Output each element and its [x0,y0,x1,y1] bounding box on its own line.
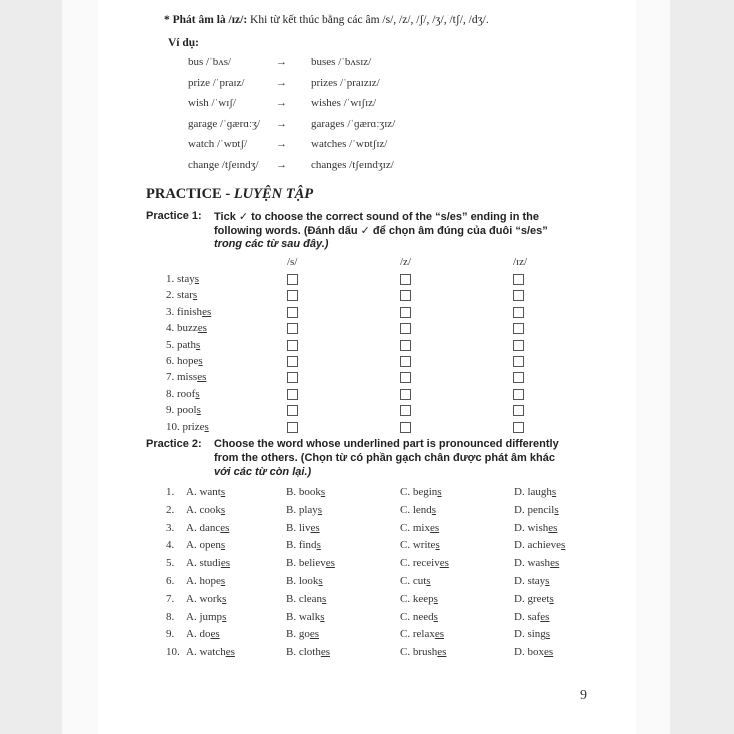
arrow-icon: → [276,117,287,130]
option-b[interactable] [286,593,326,605]
option-word: D. greet [514,592,550,605]
option-ending: es [434,628,444,641]
arrow-icon: → [276,56,287,68]
option-b[interactable] [286,575,323,587]
question-number: 5. [166,557,175,570]
option-word: D. box [514,646,544,659]
page-number: 9 [580,688,587,703]
option-a[interactable] [186,539,225,551]
option-word: B. believ [286,557,326,570]
option-word: C. cut [400,575,427,587]
question-number: 3. [166,521,175,534]
option-word: D. wash [514,557,551,570]
option-word: B. look [286,575,319,587]
example-plural: garages /ˈɡærɑːʒɪz/ [311,117,396,130]
option-b[interactable] [286,486,325,498]
item-word: 1. stay [166,273,195,285]
checkbox-iz[interactable] [513,274,524,285]
option-b[interactable] [286,557,335,569]
option-d[interactable] [514,486,556,498]
checkbox-z[interactable] [400,422,411,433]
option-a[interactable] [186,522,229,534]
option-word: D. saf [514,610,541,623]
option-a[interactable] [186,575,225,587]
arrow-icon: → [276,159,287,171]
option-a[interactable] [186,557,230,569]
checkbox-iz[interactable] [513,389,524,400]
option-ending: s [433,610,438,623]
checkbox-s[interactable] [287,422,298,433]
option-ending: es [429,521,440,534]
option-word: C. receiv [400,557,440,570]
note-text: Khi từ kết thúc bằng các âm /s/, /z/, /ʃ/, /ʒ/, /tʃ/, /dʒ/. [250,14,489,26]
item-ending: es [197,371,207,384]
option-b[interactable] [286,611,325,623]
checkbox-z[interactable] [400,307,411,318]
practice-heading-sub: LUYỆN TẬP [233,186,314,202]
option-ending: es [220,557,231,570]
option-d[interactable] [514,539,565,551]
example-plural: prizes /ˈpraɪzɪz/ [311,76,380,89]
checkbox-s[interactable] [287,372,298,383]
practice1-instr-line1: Tick ✓ to choose the correct sound of the “s/es” ending in the [214,211,540,223]
option-c[interactable] [400,575,431,587]
question-number: 7. [166,592,175,605]
option-word: C. keep [400,592,434,605]
option-ending: s [426,575,431,587]
practice2-instr-line2-text: from the others. (Chọn từ có phần gạch chân được phát âm khác [214,452,555,464]
checkbox-z[interactable] [400,323,411,334]
item-ending: s [195,387,200,400]
question-number: 9. [166,628,175,641]
option-ending: s [431,503,437,516]
example-base: wish /ˈwɪʃ/ [188,97,236,110]
pronunciation-note [164,14,489,26]
option-ending: s [317,503,323,516]
checkbox-z[interactable] [400,356,411,367]
checkbox-s[interactable] [287,405,298,416]
practice1-item [166,273,199,285]
checkbox-s[interactable] [287,356,298,367]
question-number: 2. [166,503,175,516]
example-plural: buses /ˈbʌsɪz/ [311,56,372,68]
checkbox-z[interactable] [400,274,411,285]
right-margin [670,0,734,734]
option-ending: s [316,539,321,552]
option-ending: es [310,521,320,534]
practice1-item [166,355,203,367]
option-word: D. laugh [514,486,552,498]
option-ending: es [210,628,220,641]
option-c[interactable] [400,628,444,640]
option-ending: s [551,486,557,498]
option-ending: es [325,557,335,570]
option-word: C. need [400,610,434,623]
option-word: D. stay [514,575,546,587]
option-c[interactable] [400,593,438,605]
practice1-item [166,322,207,334]
option-ending: s [220,539,226,552]
option-word: D. achieve [514,539,562,552]
practice1-instr-line3: trong các từ sau đây.) [214,238,329,250]
option-c[interactable] [400,646,446,658]
option-c[interactable] [400,557,449,569]
option-c[interactable] [400,486,442,498]
option-word: A. danc [186,521,221,534]
option-word: C. write [400,539,436,552]
option-c[interactable] [400,539,440,551]
item-word: 8. roof [166,387,196,400]
item-word: 10. prize [166,420,205,433]
option-ending: s [549,592,554,605]
option-word: B. cloth [286,646,321,659]
checkbox-s[interactable] [287,307,298,318]
option-c[interactable] [400,522,439,534]
note-label: * Phát âm là /ɪz/: [164,14,248,26]
practice1-item [166,371,206,383]
option-word: B. walk [286,610,321,623]
example-plural: wishes /ˈwɪʃɪz/ [311,97,377,110]
option-ending: s [433,592,438,605]
checkbox-z[interactable] [400,389,411,400]
item-word: 3. finish [166,305,203,318]
practice1-instr-line2: following words. (Đánh dấu ✓ để chọn âm đúng của đuôi “s/es” [214,225,548,237]
item-word: 7. miss [166,371,198,384]
practice-heading-main: PRACTICE - [146,186,234,202]
checkbox-iz[interactable] [513,290,524,301]
option-ending: es [540,610,550,623]
option-ending: s [222,592,227,605]
option-ending: s [320,486,326,498]
option-word: C. lend [400,503,432,516]
option-b[interactable] [286,628,319,640]
option-ending: es [320,646,331,659]
option-word: B. liv [286,521,311,534]
practice2-instr-line3: với các từ còn lại.) [214,466,312,478]
option-word: A. open [186,539,221,552]
item-word: 2. star [166,289,193,302]
option-d[interactable] [514,628,550,640]
option-ending: s [435,539,440,552]
option-word: D. wish [514,521,549,534]
question-number: 10. [166,646,180,659]
option-a[interactable] [186,611,226,623]
option-word: B. go [286,628,310,641]
checkbox-z[interactable] [400,340,411,351]
item-ending: s [195,338,201,351]
page-content-area [98,0,636,734]
option-d[interactable] [514,611,549,623]
option-ending: es [543,646,554,659]
practice1-item [166,421,209,433]
example-base: prize /ˈpraɪz/ [188,76,245,89]
practice1-item [166,289,197,301]
arrow-icon: → [276,76,287,89]
option-word: A. cook [186,503,221,516]
item-word: 5. path [166,338,196,351]
option-d[interactable] [514,646,553,658]
option-ending: es [309,628,320,641]
option-a[interactable] [186,628,220,640]
example-plural: watches /ˈwɒtʃɪz/ [311,138,388,151]
option-c[interactable] [400,504,436,516]
option-ending: s [318,575,323,587]
option-ending: s [222,610,227,623]
example-label: Ví dụ: [168,37,199,49]
option-ending: es [437,646,447,659]
practice1-label: Practice 1: [146,210,202,222]
option-word: D. sing [514,628,546,641]
option-ending: es [548,521,558,534]
option-b[interactable] [286,539,321,551]
left-margin [0,0,62,734]
option-word: B. clean [286,592,323,605]
option-ending: s [220,503,226,516]
option-a[interactable] [186,486,225,498]
item-word: 6. hope [166,355,199,367]
practice-heading [146,186,313,203]
checkbox-s[interactable] [287,340,298,351]
practice2-label: Practice 2: [146,438,202,450]
item-ending: s [204,420,209,433]
option-word: C. begin [400,486,438,498]
option-ending: s [561,539,566,552]
checkbox-iz[interactable] [513,307,524,318]
item-ending: s [192,289,198,302]
option-d[interactable] [514,575,549,587]
item-word: 4. buzz [166,322,198,335]
option-word: A. studi [186,557,221,570]
option-word: C. relax [400,628,435,641]
col-header-s: /s/ [287,256,298,268]
checkbox-s[interactable] [287,389,298,400]
item-ending: es [197,322,207,335]
option-ending: es [550,557,560,570]
option-ending: s [220,575,226,587]
checkbox-iz[interactable] [513,422,524,433]
option-ending: s [554,503,559,516]
option-word: A. work [186,592,223,605]
checkbox-s[interactable] [287,274,298,285]
option-b[interactable] [286,504,322,516]
option-ending: s [322,592,327,605]
practice1-item [166,339,200,351]
checkbox-iz[interactable] [513,323,524,334]
checkbox-s[interactable] [287,323,298,334]
question-number: 8. [166,610,175,623]
option-ending: es [220,521,230,534]
col-header-iz: /ɪz/ [513,256,528,268]
question-number: 4. [166,539,175,552]
option-c[interactable] [400,611,438,623]
practice1-item [166,404,201,416]
option-d[interactable] [514,593,554,605]
option-b[interactable] [286,522,320,534]
option-a[interactable] [186,593,226,605]
option-word: C. mix [400,521,430,534]
practice2-instr-line2 [214,452,555,464]
option-ending: s [220,486,226,498]
option-word: A. jump [186,610,223,623]
option-a[interactable] [186,504,225,516]
example-base: bus /ˈbʌs/ [188,56,232,68]
checkbox-iz[interactable] [513,372,524,383]
example-plural: changes /tʃeɪndʒɪz/ [311,159,394,171]
checkbox-z[interactable] [400,405,411,416]
option-word: A. hope [186,575,221,587]
col-header-z: /z/ [400,256,411,268]
arrow-icon: → [276,138,287,151]
option-word: B. book [286,486,321,498]
item-ending: s [198,355,203,367]
option-ending: s [545,628,551,641]
option-word: A. watch [186,646,226,659]
checkbox-s[interactable] [287,290,298,301]
option-word: A. want [186,486,221,498]
practice2-instr-line1: Choose the word whose underlined part is pronounced differently [214,438,559,450]
item-ending: s [196,404,201,417]
example-base: garage /ˈɡærɑːʒ/ [188,117,261,130]
option-word: B. play [286,503,318,516]
option-b[interactable] [286,646,330,658]
option-word: B. find [286,539,317,552]
example-base: watch /ˈwɒtʃ/ [188,138,248,151]
item-ending: s [194,273,200,285]
option-d[interactable] [514,504,559,516]
option-word: D. pencil [514,503,555,516]
option-word: C. brush [400,646,438,659]
option-d[interactable] [514,557,559,569]
checkbox-iz[interactable] [513,405,524,416]
option-a[interactable] [186,646,235,658]
checkbox-z[interactable] [400,372,411,383]
item-word: 9. pool [166,404,197,417]
item-ending: es [202,305,212,318]
option-d[interactable] [514,522,557,534]
option-ending: s [545,575,550,587]
option-ending: s [437,486,442,498]
checkbox-iz[interactable] [513,340,524,351]
option-ending: es [439,557,449,570]
arrow-icon: → [276,97,287,110]
practice1-item [166,306,211,318]
checkbox-z[interactable] [400,290,411,301]
practice1-item [166,388,200,400]
option-word: A. do [186,628,211,641]
checkbox-iz[interactable] [513,356,524,367]
option-ending: es [225,646,235,659]
question-number: 1. [166,486,175,498]
example-base: change /tʃeɪndʒ/ [188,159,259,171]
option-ending: s [320,610,325,623]
question-number: 6. [166,575,175,587]
